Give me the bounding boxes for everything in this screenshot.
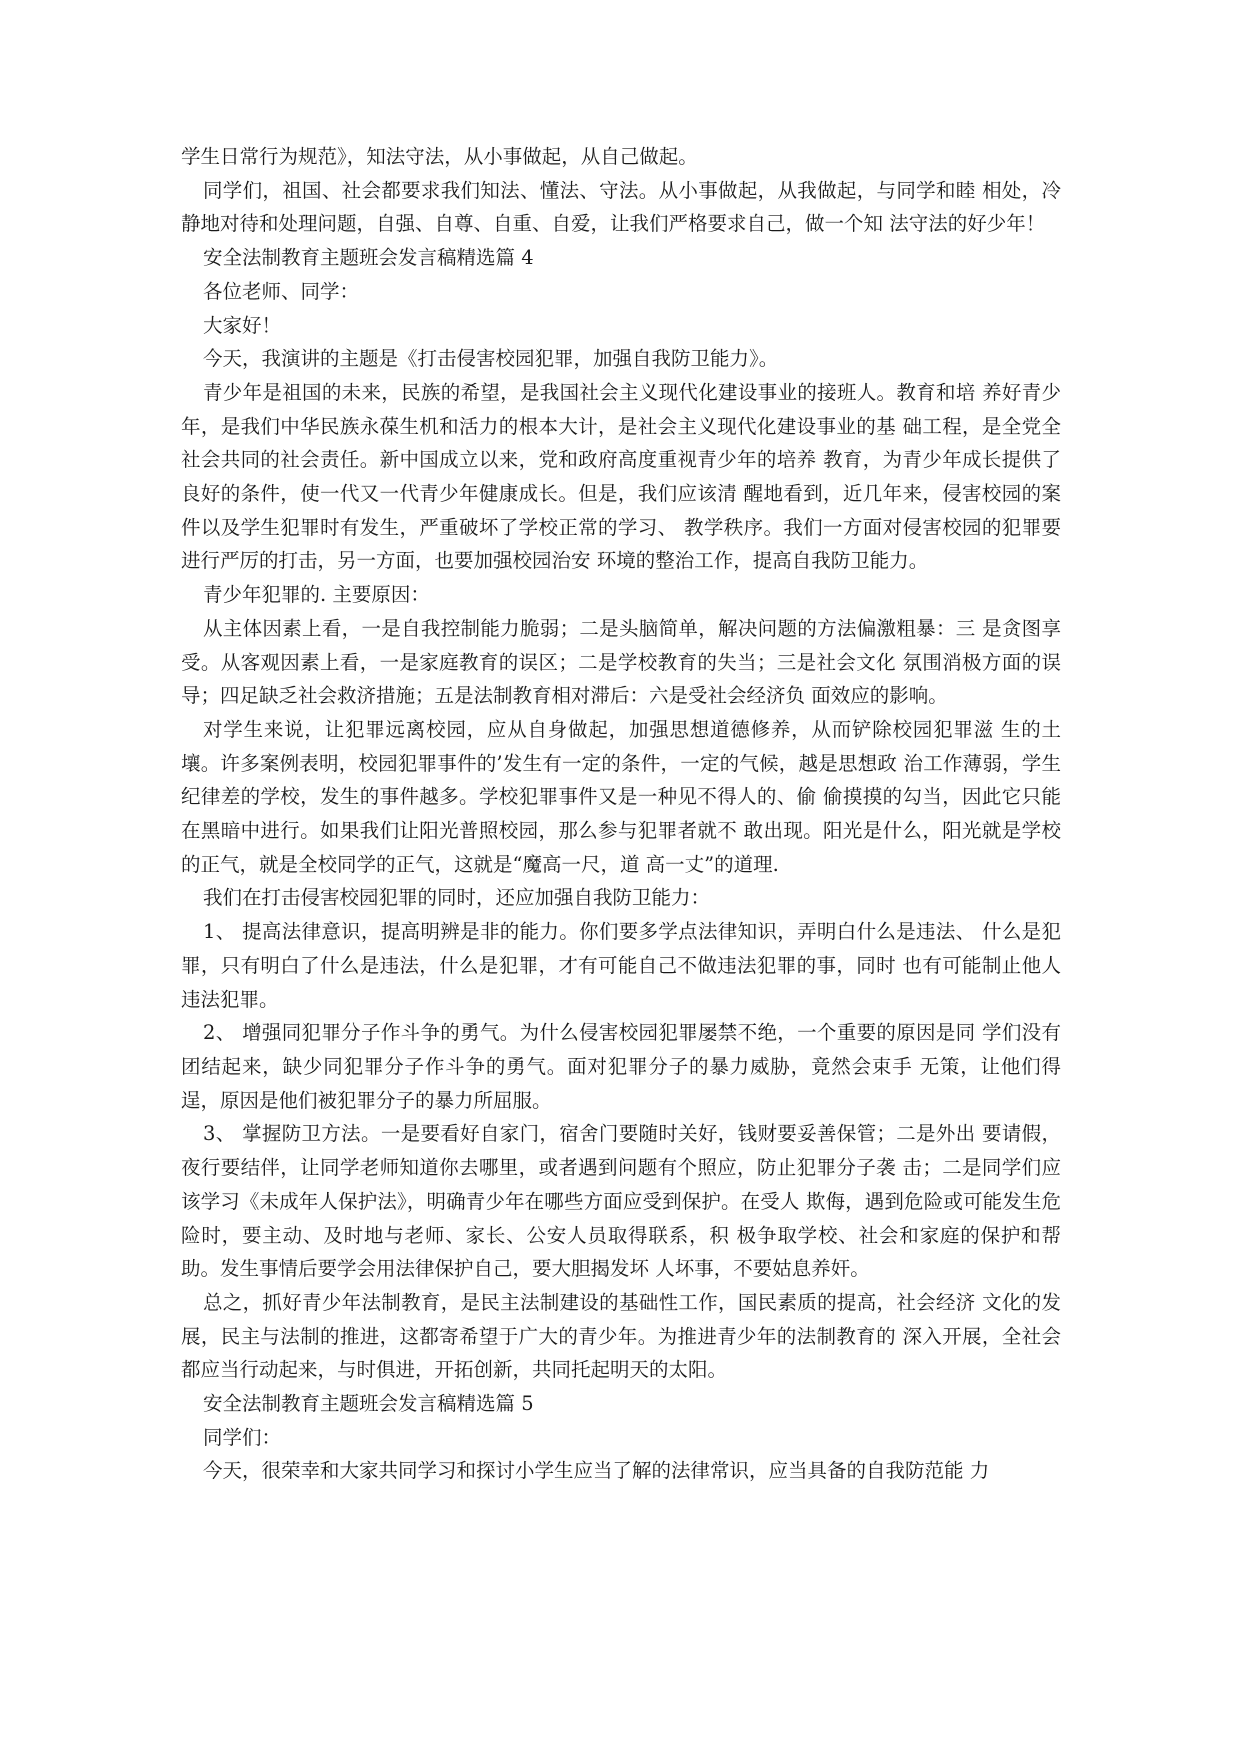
paragraph: 我们在打击侵害校园犯罪的同时，还应加强自我防卫能力： <box>203 886 711 910</box>
section-heading: 安全法制教育主题班会发言稿精选篇 5 <box>203 1392 534 1416</box>
paragraph: 青少年犯罪的. 主要原因： <box>203 583 430 607</box>
paragraph: 从主体因素上看，一是自我控制能力脆弱；二是头脑简单，解决问题的方法偏激粗暴：三 是贪图享受。从客观因素上看，一是家庭教育的误区；二是学校教育的失当；三是社会文化 氛围消极方面的误导；四足缺乏社会救济措施；五是法制教育相对滞后：六是受社会经济负 面效应的影响。 <box>181 616 1061 708</box>
greeting: 大家好！ <box>203 313 282 337</box>
section-heading: 安全法制教育主题班会发言稿精选篇 4 <box>203 246 534 270</box>
salutation: 各位老师、同学： <box>203 279 360 303</box>
paragraph: 同学们，祖国、社会都要求我们知法、懂法、守法。从小事做起，从我做起，与同学和睦 相处，冷静地对待和处理问题，自强、自尊、自重、自爱，让我们严格要求自己，做一个知 法守法的好少年！ <box>181 178 1061 236</box>
paragraph: 青少年是祖国的未来，民族的希望，是我国社会主义现代化建设事业的接班人。教育和培 养好青少年，是我们中华民族永葆生机和活力的根本大计，是社会主义现代化建设事业的基 础工程，是全党全社会共同的社会责任。新中国成立以来，党和政府高度重视青少年的培养 教育，为青少年成长提供了良好的条件，使一代又一代青少年健康成长。但是，我们应该清 醒地看到，近几年来，侵害校园的案件以及学生犯罪时有发生，严重破坏了学校正常的学习、 教学秩序。我们一方面对侵害校园的犯罪要进行严厉的打击，另一方面，也要加强校园治安 环境的整治工作，提高自我防卫能力。 <box>181 380 1061 573</box>
paragraph: 今天，我演讲的主题是《打击侵害校园犯罪，加强自我防卫能力》。 <box>203 347 779 371</box>
list-item: 1、 提高法律意识，提高明辨是非的能力。你们要多学点法律知识，弄明白什么是违法、 什么是犯罪，只有明白了什么是违法，什么是犯罪，才有可能自己不做违法犯罪的事，同时 也有可能制止他人违法犯罪。 <box>181 920 1061 1011</box>
paragraph: 对学生来说，让犯罪远离校园，应从自身做起，加强思想道德修养，从而铲除校园犯罪滋 生的土壤。许多案例表明，校园犯罪事件的’发生有一定的条件，一定的气候，越是思想政 治工作薄弱，学生纪律差的学校，发生的事件越多。学校犯罪事件又是一种见不得人的、偷 偷摸摸的勾当，因此它只能在黑暗中进行。如果我们让阳光普照校园，那么参与犯罪者就不 敢出现。阳光是什么，阳光就是学校的正气，就是全校同学的正气，这就是“魔高一尺，道 高一丈”的道理. <box>181 717 1061 876</box>
paragraph: 今天，很荣幸和大家共同学习和探讨小学生应当了解的法律常识，应当具备的自我防范能 力 <box>203 1459 990 1483</box>
paragraph: 总之，抓好青少年法制教育，是民主法制建设的基础性工作，国民素质的提高，社会经济 文化的发展，民主与法制的推进，这都寄希望于广大的青少年。为推进青少年的法制教育的 深入开展，全社会都应当行动起来，与时俱进，开拓创新，共同托起明天的太阳。 <box>181 1290 1061 1382</box>
document-page <box>181 140 1061 1488</box>
paragraph: 学生日常行为规范》，知法守法，从小事做起，从自己做起。 <box>181 145 698 168</box>
list-item: 3、 掌握防卫方法。一是要看好自家门，宿舍门要随时关好，钱财要妥善保管；二是外出 要请假，夜行要结伴，让同学老师知道你去哪里，或者遇到问题有个照应，防止犯罪分子袭 击；二是同学们应该学习《未成年人保护法》，明确青少年在哪些方面应受到保护。在受人 欺侮，遇到危险或可能发生危险时，要主动、及时地与老师、家长、公安人员取得联系，积 极争取学校、社会和家庭的保护和帮助。发生事情后要学会用法律保护自己，要大胆揭发坏 人坏事，不要姑息养奸。 <box>181 1122 1061 1281</box>
salutation: 同学们： <box>203 1425 282 1449</box>
list-item: 2、 增强同犯罪分子作斗争的勇气。为什么侵害校园犯罪屡禁不绝，一个重要的原因是同 学们没有团结起来，缺少同犯罪分子作斗争的勇气。面对犯罪分子的暴力威胁，竟然会束手 无策，让他们得逞，原因是他们被犯罪分子的暴力所屈服。 <box>181 1021 1061 1112</box>
